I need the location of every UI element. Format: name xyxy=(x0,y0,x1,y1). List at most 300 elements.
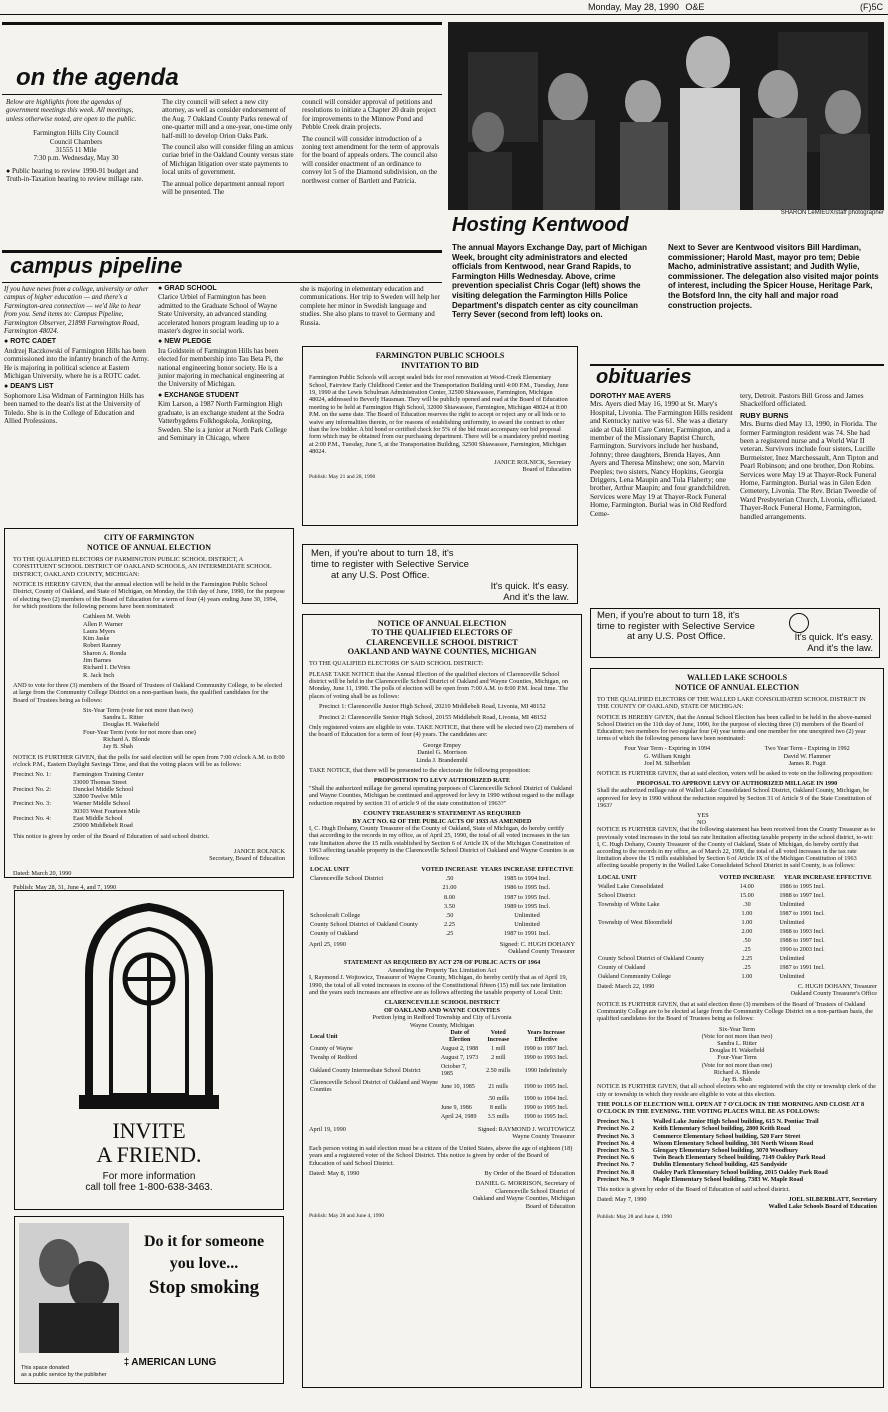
church-window-icon xyxy=(15,895,283,1115)
fe-nominee: Cathleen M. Webb xyxy=(83,613,131,621)
cv-cell: .25 xyxy=(445,930,454,938)
agenda-col2-p3: The annual police department annual report will be presented. The xyxy=(162,179,285,197)
wl-cell xyxy=(597,945,715,954)
wl-four-sub: (Vote for not more than one) xyxy=(701,1061,773,1069)
fe-dated: Dated: March 20, 1990 xyxy=(13,870,72,878)
cv-cell xyxy=(309,902,420,911)
table-row xyxy=(597,891,877,900)
cv-wcell: Twnshp of Redford xyxy=(310,1055,358,1062)
smoking-line3: Stop smoking xyxy=(148,1277,260,1298)
cv-wcell: 1990 to 1995 Incl. xyxy=(523,1114,569,1121)
invite-line1: INVITE xyxy=(112,1118,186,1143)
wl-precinct-label: Precinct No. 2 xyxy=(597,1125,635,1133)
ss1-line3: at any U.S. Post Office. xyxy=(331,570,430,581)
cv-th: YEARS INCREASE EFFECTIVE xyxy=(480,865,574,873)
campus-intro: If you have news from a college, university or other campus of higher education — and there's a Farmington-area connection — we'd like to hear from you. Send items to: Campus Pipeline, Farmington Observer, 21898 Farmington Road, Farmington 48024. xyxy=(4,285,149,336)
ss1-tag1: It's quick. It's easy. xyxy=(490,581,569,592)
ss2-line1: Men, if you're about to turn 18, it's xyxy=(597,610,740,621)
ss2-line2: time to register with Selective Service xyxy=(597,620,755,632)
cv-treas-sign2: Oakland County Treasurer xyxy=(508,947,575,955)
wl-sign1: JOEL SILBERBLATT, Secretary xyxy=(788,1196,877,1204)
wl-th: LOCAL UNIT xyxy=(598,873,637,881)
cv-sign1: DANIEL G. MORRISON, Secretary of xyxy=(475,1180,575,1188)
lung-cross-icon: ‡ xyxy=(123,1357,130,1368)
cv-cell: 3.50 xyxy=(443,902,455,910)
cv-wcell: 1990 Indefinitely xyxy=(524,1067,568,1074)
wl-dated-treas: Dated: March 22, 1990 xyxy=(597,982,655,990)
photo-caption-right: Next to Sever are Kentwood visitors Bill Hardiman, commissioner; Harold Mast, mayor pro tem; Debie Macho, administrative assistant; and Judith Wylie, commissioner. The delegation also visited major points of interest, including the Spicer House, Heritage Park, the Botsford Inn, the city hall and major road construction projects. xyxy=(668,243,879,310)
campus-grad-text: Clarice Urbiel of Farmington has been admitted to the Graduate School of Wayne State University, an advanced standing accelerated honors program leading up to a master's degree in social work. xyxy=(158,293,279,336)
wl-cell xyxy=(597,927,715,936)
cv-wayne-unit3: Portion lying in Redford Township and City of Livonia xyxy=(372,1014,512,1022)
wl-cell: Unlimited xyxy=(779,900,805,908)
cv-cell: 1986 to 1995 Incl. xyxy=(503,884,551,892)
photo-title: Hosting Kentwood xyxy=(452,214,629,236)
cv-by-order: By Order of the Board of Education xyxy=(484,1170,575,1178)
wl-th: VOTED INCREASE xyxy=(719,873,775,881)
invite-bid-sign1: JANICE ROLNICK, Secretary xyxy=(494,458,571,466)
agenda-council-chambers: Council Chambers xyxy=(49,137,103,146)
cv-wcell: 2 mill xyxy=(491,1055,506,1062)
wl-cell: 1988 to 1997 Incl. xyxy=(779,936,825,944)
wl-six-name: Sandra L. Ritter xyxy=(717,1040,757,1048)
cv-treas-p: I, C. Hugh Dohany, County Treasurer of the County of Oakland, State of Michigan, do hereby certify that according to the records in my office, as of April 25, 1990, the total of all voted increases in the tax rate limitation above the 15 mills established by Section 6 of Article IX of the Michigan Constitution of 1963 affecting taxable property in the Clarenceville School District of Oakland and Wayne Counties is as follows: xyxy=(309,824,575,862)
wl-p6: THE POLLS OF ELECTION WILL OPEN AT 7 O'CLOCK IN THE MORNING AND CLOSE AT 8 O'CLOCK IN THE EVENING. THE VOTING PLACES WILL BE AS FOLLOWS: xyxy=(597,1100,865,1115)
agenda-bullet: ● Public hearing to review 1990-91 budget and Truth-in-Taxation hearing to review millage rate. xyxy=(6,167,146,184)
cv-wayne-title1: STATEMENT AS REQUIRED BY ACT 278 OF PUBLIC ACTS OF 1964 xyxy=(343,959,541,967)
cv-cell: 1987 to 1995 Incl. xyxy=(503,893,551,901)
table-row xyxy=(309,1063,575,1079)
cv-title2: TO THE QUALIFIED ELECTORS OF xyxy=(371,628,513,638)
wl-cell: Township of West Bloomfield xyxy=(598,918,673,926)
wl-cell xyxy=(597,909,715,918)
ss2-tag1: It's quick. It's easy. xyxy=(794,632,873,643)
wl-precinct-label: Precinct No. 3 xyxy=(597,1132,635,1140)
cv-sign2: Clarenceville School District of xyxy=(495,1187,575,1195)
cv-cell: .50 xyxy=(445,875,454,883)
cv-cell: 1987 to 1991 Incl. xyxy=(503,930,551,938)
selective-service-ad-2 xyxy=(590,608,880,658)
campus-rotc-head: ● ROTC CADET xyxy=(4,338,152,346)
cv-wayne-title2: Amending the Property Tax Limitation Act xyxy=(387,966,497,974)
table-row xyxy=(597,927,877,936)
table-row xyxy=(597,918,877,927)
cv-cell: 1989 to 1995 Incl. xyxy=(503,902,551,910)
list-item xyxy=(597,1133,877,1140)
cv-cell: 1985 to 1994 Incl. xyxy=(503,875,551,883)
table-row xyxy=(309,1045,575,1054)
agenda-col3-p2: The council will consider introduction of a zoning text amendment for the term of approvals for the board of appeals orders. The council also will consider enactment of an ordinance to convey lot 5 of the Diamond subdivision, on the northwest corner of Bartlett and Patricia. xyxy=(302,134,440,185)
wl-cell: 2.25 xyxy=(741,954,753,962)
wl-cell: .30 xyxy=(743,900,751,908)
table-row xyxy=(597,936,877,945)
campus-col1 xyxy=(4,285,152,429)
obits-burns-text-a: tery, Detroit. Pastors Bill Gross and James Shackelford officiated. xyxy=(740,391,864,409)
wl-precinct-label: Precinct No. 7 xyxy=(597,1161,635,1169)
campus-deans-head: ● DEAN'S LIST xyxy=(4,383,152,391)
wl-cell: 1987 to 1991 Incl. xyxy=(779,963,825,971)
wl-two-name: David W. Flammer xyxy=(783,752,831,760)
cv-wcell: .50 mills xyxy=(487,1096,509,1103)
cv-prop: "Shall the authorized millage for general operating purposes of Clarenceville School District of Oakland and Wayne Counties, Michigan be continued and approved for levy in 1990 without regard to the millage reduction required by section 31 of article 9 of the state constitution of 1963?" xyxy=(309,784,575,807)
agenda-col3-p1: council will consider approval of petitions and resolutions to initiate a Chapter 20 drain project for improvements to the Minnow Pond and Pebble Creek drain projects. xyxy=(302,98,436,132)
fe-precinct-addr: 33000 Thomas Street xyxy=(73,778,127,786)
agenda-rule-bottom xyxy=(2,94,442,95)
cv-wayne-date: April 19, 1990 xyxy=(309,1126,346,1134)
wl-cell: County of Oakland xyxy=(598,963,646,971)
agenda-council-address: 31555 11 Mile xyxy=(55,146,97,155)
cv-treas-title2: BY ACT NO. 62 OF THE PUBLIC ACTS OF 1933 AS AMENDED xyxy=(352,817,532,825)
list-item xyxy=(597,1176,877,1183)
fe-precinct-label: Precinct No. 3: xyxy=(13,800,51,808)
fe-sign2: Secretary, Board of Education xyxy=(209,855,285,863)
wl-precinct-label: Precinct No. 5 xyxy=(597,1146,635,1154)
cv-wayne-unit2: OF OAKLAND AND WAYNE COUNTIES xyxy=(384,1006,500,1014)
fe-p2: AND to vote for three (3) members of the Board of Trustees of Oakland Community College, to be elected at large from the Community College District on a non-partisan basis, the qualified candidates for the Board of Trustees being as follows: xyxy=(13,681,283,704)
fe-four-year: Four-Year Term (vote for not more than one) xyxy=(83,728,196,736)
farmington-election-notice xyxy=(4,528,294,891)
wl-p1: NOTICE IS HEREBY GIVEN, that the Annual School Election has been called to be held in the above-named School District on the 11th day of June, 1990, for the purpose of electing three (3) members of the Board of Education; two members for two regular four (4) year terms and one member for one unexpired two (2) year terms of which the following persons have been nominated: xyxy=(597,713,872,743)
table-row xyxy=(597,945,877,954)
campus-rotc-text: Andrzej Raczkowski of Farmington Hills has been commissioned into the infantry branch of the Army. He is majoring in political science at Eastern Michigan University, where he is a ROTC cadet. xyxy=(4,346,149,381)
cv-wcell: 2.50 mills xyxy=(486,1067,511,1074)
photo-credit: SHARON LeMIEUX/staff photographer xyxy=(780,210,884,216)
wl-four-year: Four-Year Term xyxy=(717,1054,757,1062)
wl-four-term: Four Year Term - Expiring in 1994 xyxy=(624,745,711,753)
wl-precinct-place: Maple Elementary School building, 7383 W. Maple Road xyxy=(653,1175,804,1183)
ss1-tag2: And it's the law. xyxy=(503,592,569,603)
wl-p3: NOTICE IS FURTHER GIVEN, that the following statement has been received from the County Treasurer as to previously voted increases in the total tax rate limitation affecting taxable property in the school district, to-wit: I, C. Hugh Dohany, County Treasurer of the County of Oakland, State of Michigan, do hereby certify that according to the records in my office, as of March 22, 1990, the total of all voted increases in the tax rate limitation above the 15 mills established by Section 6 of Article IX of the Michigan Constitution of 1963 affecting taxable property in the Walled Lake Consolidated School District in said County, is as follows: xyxy=(597,826,876,870)
campus-title: campus pipeline xyxy=(10,253,183,278)
top-rule xyxy=(0,14,888,15)
wl-cell: 1.00 xyxy=(741,972,753,980)
campus-col2 xyxy=(158,285,292,445)
clarenceville-notice xyxy=(302,614,582,1388)
agenda-col2-p1: The city council will select a new city attorney, as well as consider endorsement of the Aug. 7 Oakland County Parks renewal of one-quarter mill and a one-year, one-time only half-mill to develop Orion Oaks Park. xyxy=(162,98,293,140)
cv-wayne-sign1: Signed: RAYMOND J. WOJTOWICZ xyxy=(477,1126,575,1134)
wl-title1: WALLED LAKE SCHOOLS xyxy=(686,673,788,682)
fe-precinct-place: Dunckel Middle School xyxy=(73,785,134,793)
wl-six-year: Six-Year Term xyxy=(718,1025,756,1033)
cv-treas-table xyxy=(309,865,575,939)
campus-col3 xyxy=(300,285,440,330)
table-row xyxy=(309,874,575,883)
invite-bid-sign2: Board of Education xyxy=(522,466,571,474)
wl-precinct-place: Wixom Elementary School building, 301 North Wixom Road xyxy=(653,1139,814,1147)
obits-title: obituaries xyxy=(596,366,692,388)
cv-p-end: Each person voting in said election must be a citizen of the United States, above the age of eighteen (18) years and a registered voter of the School District. This notice is given by order of the Board of Education of said School District. xyxy=(309,1144,573,1167)
wl-precinct-label: Precinct No. 4 xyxy=(597,1139,635,1147)
table-row xyxy=(309,1054,575,1063)
agenda-title: on the agenda xyxy=(16,64,179,91)
obits-col2 xyxy=(740,392,884,524)
agenda-intro: Below are highlights from the agendas of government meetings this week. All meetings, unless otherwise noted, are open to the public. xyxy=(6,98,137,123)
wl-th: YEAR INCREASE EFFECTIVE xyxy=(783,873,872,881)
list-item xyxy=(597,1125,877,1132)
cv-wcell: Oakland County Intermediate School District xyxy=(310,1067,421,1074)
cv-wcell: County of Wayne xyxy=(310,1046,353,1053)
cv-wcell: June 9, 1986 xyxy=(440,1105,472,1112)
cv-candidate: Daniel G. Morrison xyxy=(417,749,467,757)
wl-publish: Publish: May 28 and June 4, 1990 xyxy=(597,1213,673,1220)
fe-nominee: R. Jack Inch xyxy=(83,671,115,679)
wl-precinct-place: Dublin Elementary School building, 425 Sandyside xyxy=(653,1161,788,1169)
cv-title3: CLARENCEVILLE SCHOOL DISTRICT xyxy=(366,637,518,647)
wl-cell: 1987 to 1991 Incl. xyxy=(779,909,825,917)
cv-th: LOCAL UNIT xyxy=(310,865,350,873)
cv-dated: April 25, 1990 xyxy=(309,940,346,948)
wl-no: NO xyxy=(697,819,706,827)
cv-precinct2: Precinct 2: Clarenceville Senior High School, 20155 Middlebelt Road, Livonia, MI 48152 xyxy=(319,713,547,721)
masthead-paper: O&E xyxy=(685,2,705,12)
wl-cell: 1.00 xyxy=(741,918,753,926)
cv-title1: NOTICE OF ANNUAL ELECTION xyxy=(377,619,507,628)
fe-precinct-place: East Middle School xyxy=(73,814,123,822)
wl-cell: Unlimited xyxy=(779,918,805,926)
wl-treas-sign1: C. HUGH DOHANY, Treasurer xyxy=(797,982,877,990)
list-item xyxy=(597,1140,877,1147)
smoking-org-text: AMERICAN LUNG xyxy=(131,1357,217,1368)
wl-p5: NOTICE IS FURTHER GIVEN, that all school electors who are registered with the city or township clerk of the city or township in which they reside are eligible to vote at this election. xyxy=(597,1083,876,1098)
cv-cell: County School District of Oakland County xyxy=(310,921,418,929)
cv-candidate: George Empey xyxy=(423,741,461,749)
wl-precinct-place: Glengary Elementary School building, 3070 Woodbury xyxy=(653,1146,798,1154)
agenda-section xyxy=(2,18,442,246)
invite-line2: A FRIEND. xyxy=(96,1142,202,1167)
fe-four-name: Richard A. Blonde xyxy=(103,736,151,744)
wl-cell: Unlimited xyxy=(779,954,805,962)
cv-wcell: 8 mills xyxy=(489,1105,507,1112)
wl-four-name2: Richard A. Blonde xyxy=(713,1068,761,1076)
smoking-line2: you love... xyxy=(169,1255,239,1272)
cv-wcell: June 10, 1985 xyxy=(440,1083,475,1090)
cv-wcell: 1 mill xyxy=(491,1046,506,1053)
wl-cell: 1986 to 1995 Incl. xyxy=(779,882,825,890)
table-row xyxy=(597,900,877,909)
smoking-org xyxy=(95,1357,245,1368)
wl-p7: This notice is given by order of the Board of Education of said school district. xyxy=(597,1185,790,1193)
obits-ayers-text: Mrs. Ayers died May 16, 1990 at St. Mary's Hospital, Livonia. The Farmington Hills resident and Kentucky native was 61. She was a dietary aide at Oak Hill Care Center, Farmington, and a member of the Missionary Baptist Church, Farmington. Survivors include her husband, Johnny; three daughters, Brenda Hayes, Ann Ayers and Theresa Minshew; one son, Marvin Peeples; two sisters, Nancy Hopkins, Georgia Driggers, Lena Maupin and Tula Flaherty; one brother, Arthur Maupin; and four grandchildren. Services were May 19 at Thayer-Rock Funeral Home, Farmington. Burial was in Old Redford Ceme- xyxy=(590,399,733,518)
agenda-col2-p2: The council also will consider filing an amicus curiae brief in the Oakland County versus state of Michigan litigation over state payments to local units of government. xyxy=(162,143,294,177)
invite-bid-publish: Publish: May 21 and 28, 1990 xyxy=(309,474,376,481)
wl-cell: 15.00 xyxy=(739,891,754,899)
campus-exch-head: ● EXCHANGE STUDENT xyxy=(158,392,292,400)
wl-precinct-label: Precinct No. 1 xyxy=(597,1118,635,1126)
cv-wcell: Clarenceville School District of Oakland and Wayne Counties xyxy=(310,1080,439,1094)
cv-wayne-p: I, Raymond J. Wojtowicz, Treasurer of Wayne County, Michigan, do hereby certify that as of April 19, 1990, the total of all voted increases in excess of the Constitutional fifteen (15) mill tax rate limitation and the years such increases are effective are as follows affecting the taxable property of Local Unit: xyxy=(309,974,568,996)
wl-cell: Township of White Lake xyxy=(598,900,660,908)
wl-four-name: Joel M. Silberblatt xyxy=(644,759,691,767)
cv-wcell: August 7, 1973 xyxy=(440,1055,479,1062)
agenda-rule xyxy=(2,22,442,25)
fe-six-name: Douglas H. Wakefield xyxy=(103,721,159,729)
masthead-page: (F)5C xyxy=(860,2,883,12)
table-row xyxy=(309,1079,575,1095)
table-row xyxy=(309,1113,575,1122)
ss1-line2: time to register with Selective Service xyxy=(311,559,469,570)
agenda-col2 xyxy=(162,98,294,199)
wl-precinct-place: Commerce Elementary School building, 520 Farr Street xyxy=(653,1132,801,1140)
cv-dated-end: Dated: May 8, 1990 xyxy=(309,1170,360,1178)
cv-cell xyxy=(309,883,420,892)
fe-precinct-label: Precinct No. 1: xyxy=(13,771,51,779)
cv-cell: 8.00 xyxy=(443,893,455,901)
photo-image xyxy=(448,22,884,210)
cv-candidate: Linda J. Brandemihl xyxy=(416,756,468,764)
list-item xyxy=(597,1161,877,1168)
table-row xyxy=(309,1095,575,1104)
agenda-col3 xyxy=(302,98,440,188)
cv-precinct1: Precinct 1: Clarenceville Junior High School, 20210 Middlebelt Road, Livonia, MI 48152 xyxy=(319,703,546,711)
wl-dated: Dated: May 7, 1990 xyxy=(597,1196,647,1204)
campus-pledge-text: Ira Goldstein of Farmington Hills has been elected for membership into Tau Beta Pi, the national engineering honor society. He is a junior majoring in mechanical engineering at the University of Michigan. xyxy=(158,346,285,389)
cv-cell: Clarenceville School District xyxy=(310,875,384,883)
obits-burns-name: RUBY BURNS xyxy=(740,410,789,420)
cv-to: TO THE QUALIFIED ELECTORS OF SAID SCHOOL DISTRICT: xyxy=(309,660,484,668)
cv-wth: Years Increase Effective xyxy=(526,1030,565,1044)
cv-p2: Only registered voters are eligible to vote. TAKE NOTICE, that there will be elected two (2) members of the board of Education for a term of four (4) years. The candidates are: xyxy=(309,724,574,739)
cv-title4: OAKLAND AND WAYNE COUNTIES, MICHIGAN xyxy=(347,646,537,656)
fe-precinct-addr: 32800 Twelve Mile xyxy=(73,793,123,801)
wl-precinct-label: Precinct No. 8 xyxy=(597,1168,635,1176)
wl-cell: Unlimited xyxy=(779,972,805,980)
selective-service-seal-icon xyxy=(789,613,809,633)
wl-six-name: Douglas H. Wakefield xyxy=(709,1047,765,1055)
cv-th: VOTED INCREASE xyxy=(421,865,478,873)
masthead xyxy=(588,2,883,12)
fe-sign1: JANICE ROLNICK xyxy=(233,847,285,855)
cv-wcell: 1990 to 1994 Incl. xyxy=(523,1096,569,1103)
wl-prop-title: PROPOSAL TO APPROVE LEVY OF AUTHORIZED MILLAGE IN 1990 xyxy=(636,780,838,788)
wl-six-sub: (Vote for not more than two) xyxy=(701,1032,773,1040)
fe-precinct-addr: 25000 Middlebelt Road xyxy=(73,822,133,830)
cv-wcell: 21 mills xyxy=(488,1083,509,1090)
wl-treas-table xyxy=(597,873,877,981)
wl-sign2: Walled Lake Schools Board of Education xyxy=(768,1203,877,1211)
wl-two-name: James R. Fugit xyxy=(788,759,826,767)
wl-p2: NOTICE IS FURTHER GIVEN, that at said election, voters will be asked to vote on the following proposition: xyxy=(597,770,873,778)
cv-publish: Publish: May 28 and June 4, 1990 xyxy=(309,1213,385,1220)
agenda-council-name: Farmington Hills City Council xyxy=(33,129,119,138)
obits-burns-text: Mrs. Burns died May 13, 1990, in Florida. The former Farmington resident was 74. She had been a registered nurse and a World War II veteran. Survivors include four sisters, Lucille Burmeister, Inez Marchessault, Ann Tipton and Pearl Robinson; and one brother, Don Robins. Services were May 19 at Thayer-Rock Funeral Home, Farmington. Burial was in Glen Eden Cemetery, Livonia. The Rev. Brian Tweedie of Ward Presbyterian Church, Livonia, officiated. Thayer-Rock Funeral Home, Farmington, handled arrangements. xyxy=(740,419,879,521)
cv-wcell: 1990 to 1993 Incl. xyxy=(523,1055,569,1062)
wl-title2: NOTICE OF ANNUAL ELECTION xyxy=(675,682,799,692)
wl-precinct-label: Precinct No. 6 xyxy=(597,1154,635,1162)
invite-bid-title2: INVITATION TO BID xyxy=(401,360,479,370)
smoking-donated2: as a public service by the publisher xyxy=(21,1371,107,1378)
fe-nominee: Kim Jaske xyxy=(83,635,110,643)
table-row xyxy=(597,954,877,963)
table-row xyxy=(597,882,877,891)
cv-wcell: 1990 to 1995 Incl. xyxy=(523,1105,569,1112)
cv-wcell: October 7, 1985 xyxy=(440,1064,467,1078)
fe-p1: NOTICE IS HEREBY GIVEN, that the annual election will be held in the Farmington Public School District, County of Oakland, and State of Michigan, on Monday, the 11th day of June, 1990, for the purpose of electing two (2) members of the Board of Education for a term of four (4) years ending June 30, 1994, for which positions the following persons have been nominated: xyxy=(13,581,285,610)
campus-grad-head: ● GRAD SCHOOL xyxy=(158,285,292,293)
fe-p4: This notice is given by order of the Board of Education of said school district. xyxy=(13,832,210,840)
cv-cell: Unlimited xyxy=(514,921,540,929)
fe-publish: Publish: May 28, 31, June 4, and 7, 1990 xyxy=(13,883,117,891)
list-item xyxy=(597,1147,877,1154)
fe-nominee: Jim Barnes xyxy=(83,657,112,665)
invite-bid-body: Farmington Public Schools will accept sealed bids for roof renovation at Wood-Creek Elementary School, Fairview Early Childhood Center and the Transportation Building until 4:00 P.M., Tuesday, June 19, 1990 at the Lewis Schulman Administration Center, 32500 Shiawassee, Farmington, Michigan 48024, addressed to Beverly Hausman. They will be publicly opened and read at the Board of Education meeting to be held at Farmington High School, 32000 Shiawassee, Farmington, Michigan 48024 at 8:00 P.M. on the same date. The Board of Education reserves the right to accept or reject any or all bids or to waive any informalities therein, or for reasons of establishing uniformity, to award the contract to other than the low bidder. A bid bond or certified check for 5% of the bid must accompany our bid proposal form which may be obtained from our purchasing department. There will be a mandatory prebid meeting at 2:00 P.M., Tuesday, June 5, at the Transportation Building, 32500 Shiawassee, Farmington, Michigan 48024. xyxy=(309,374,569,456)
fe-nominee: Allen P. Warner xyxy=(83,620,123,628)
invite-friend-ad xyxy=(14,890,284,1210)
cv-sign3: Oakland and Wayne Counties, Michigan xyxy=(472,1195,575,1203)
cv-cell: County of Oakland xyxy=(310,930,359,938)
table-row xyxy=(309,929,575,938)
table-row xyxy=(597,909,877,918)
wl-cell xyxy=(597,936,715,945)
cv-wayne-table xyxy=(309,1029,575,1122)
agenda-council-time: 7:30 p.m. Wednesday, May 30 xyxy=(33,154,119,163)
wl-cell: .50 xyxy=(743,936,751,944)
wl-treas-sign2: Oakland County Treasurer's Office xyxy=(790,989,877,997)
wl-cell: 14.00 xyxy=(739,882,754,890)
fe-precinct-label: Precinct No. 2: xyxy=(13,785,51,793)
wl-to: TO THE QUALIFIED ELECTORS OF THE WALLED LAKE CONSOLIDATED SCHOOL DISTRICT IN THE COUNTY OF OAKLAND, STATE OF MICHIGAN: xyxy=(597,696,866,711)
table-row xyxy=(309,1104,575,1113)
list-item xyxy=(597,1154,877,1161)
cv-wcell xyxy=(309,1113,440,1122)
invite-line3: For more information xyxy=(102,1171,196,1182)
walled-lake-notice xyxy=(590,668,884,1388)
cv-wcell: April 24, 1989 xyxy=(440,1114,477,1121)
cv-wcell: 3.5 mills xyxy=(487,1114,509,1121)
table-row xyxy=(309,893,575,902)
wl-cell: 2.00 xyxy=(741,927,753,935)
cv-wth: Local Unit xyxy=(310,1033,338,1040)
invite-bid-title1: FARMINGTON PUBLIC SCHOOLS xyxy=(375,351,505,360)
obits-ayers-name: DOROTHY MAE AYERS xyxy=(590,391,671,400)
wl-cell: 1988 to 1993 Incl. xyxy=(779,927,825,935)
table-row xyxy=(309,911,575,920)
cv-wcell xyxy=(309,1104,440,1113)
wl-cell: .25 xyxy=(743,963,751,971)
ss1-line1: Men, if you're about to turn 18, it's xyxy=(311,548,454,559)
fe-precinct-place: Warner Middle School xyxy=(73,800,131,808)
masthead-date: Monday, May 28, 1990 xyxy=(588,2,679,12)
couple-photo xyxy=(19,1223,129,1353)
wl-precinct-place: Twin Beach Elementary School building, 7149 Oakley Park Road xyxy=(653,1154,826,1162)
cv-wcell: 1990 to 1995 Incl. xyxy=(523,1083,569,1090)
agenda-col1 xyxy=(6,98,146,187)
fe-precinct-place: Farmington Training Center xyxy=(73,771,144,779)
invite-line4: call toll free 1-800-638-3463. xyxy=(85,1182,213,1193)
cv-wayne-unit4: Wayne County, Michigan xyxy=(409,1021,475,1029)
cv-wth: Voted Increase xyxy=(487,1030,510,1044)
stop-smoking-ad xyxy=(14,1216,284,1384)
table-row xyxy=(309,883,575,892)
wl-four-name: G. William Knight xyxy=(644,752,691,760)
fe-precinct-addr: 30303 West Fourteen Mile xyxy=(73,807,141,815)
ss2-line3: at any U.S. Post Office. xyxy=(627,631,726,642)
wl-cell: 1988 to 1997 Incl. xyxy=(779,891,825,899)
wl-yes: YES xyxy=(697,812,709,820)
list-item xyxy=(597,1169,877,1176)
cv-treas-title1: COUNTY TREASURER'S STATEMENT AS REQUIRED xyxy=(363,810,521,818)
campus-deans-text: Sophomore Lisa Widman of Farmington Hills has been named to the dean's list at the University of Toledo. She is in the College of Education and Allied Professions. xyxy=(4,391,144,426)
fe-to: TO THE QUALIFIED ELECTORS OF FARMINGTON PUBLIC SCHOOL DISTRICT, A CONSTITUENT SCHOOL DISTRICT OF OAKLAND SCHOOLS, AN INTERMEDIATE SCHOOL DISTRICT, OAKLAND COUNTY, MICHIGAN: xyxy=(13,556,272,578)
cv-wth: Date of Election xyxy=(449,1030,471,1044)
table-row xyxy=(597,972,877,981)
fe-p3: NOTICE IS FURTHER GIVEN, that the polls for said election will be open from 7:00 o'clock A.M. to 8:00 o'clock P.M., Eastern Daylight Savings Time, and that the voting places will be as follows: xyxy=(13,753,285,768)
fe-nominee: Robert Ranney xyxy=(83,642,121,650)
cv-cell: Schoolcraft College xyxy=(310,911,361,919)
cv-wcell: 1990 to 1997 Incl. xyxy=(523,1046,569,1053)
table-row xyxy=(309,902,575,911)
cv-sign4: Board of Education xyxy=(525,1202,575,1210)
table-row xyxy=(309,920,575,929)
